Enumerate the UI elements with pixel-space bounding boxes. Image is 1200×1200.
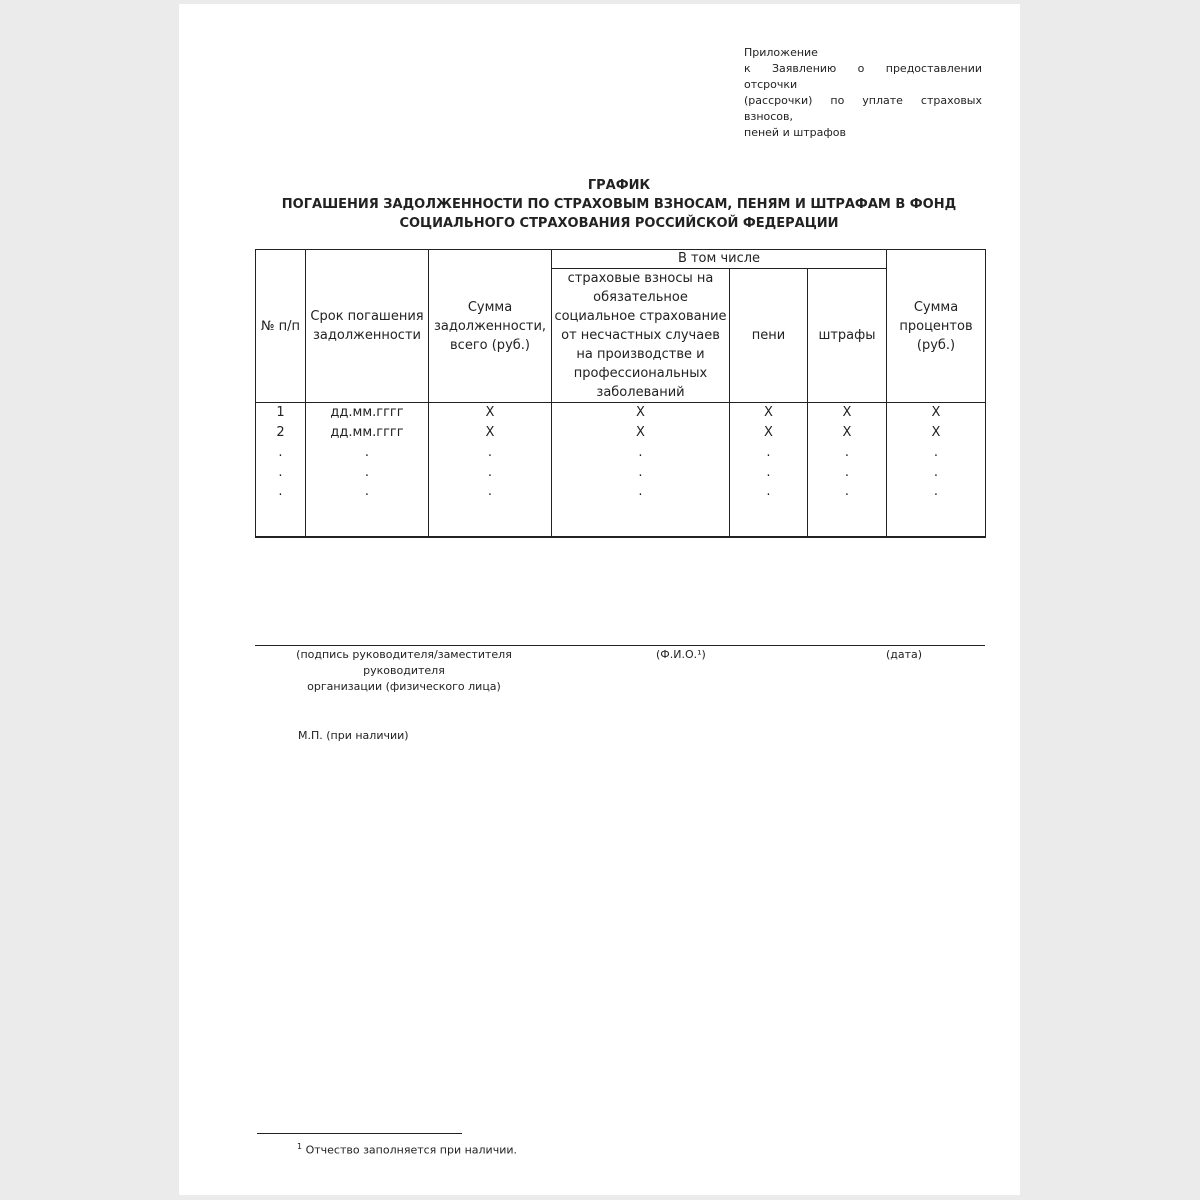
header-num: № п/п — [256, 250, 306, 403]
footnote-text: Отчество заполняется при наличии. — [302, 1143, 518, 1157]
table-cell: Х — [485, 405, 495, 420]
ellipsis-dot: . — [638, 484, 643, 499]
header-including: В том числе — [552, 250, 887, 269]
table-cell: Х — [485, 425, 495, 440]
col-num — [256, 403, 306, 537]
col-term — [306, 403, 429, 537]
ellipsis-dot: . — [933, 445, 939, 460]
header-contributions: страховые взносы на обязательное социальное страхование от несчастных случаев на производстве и профессиональных заболеваний — [552, 269, 730, 403]
col-fines — [808, 403, 887, 537]
annex-line: (рассрочки) по уплате страховых взносов, — [744, 94, 982, 123]
table-cell: Х — [636, 405, 645, 420]
ellipsis-dot: . — [638, 445, 643, 460]
footnote — [297, 1142, 517, 1157]
table-cell: дд.мм.гггг — [330, 425, 404, 440]
ellipsis-dot: . — [364, 484, 370, 499]
table-cell: дд.мм.гггг — [330, 405, 404, 420]
ellipsis-dot: . — [487, 484, 493, 499]
fio-label: (Ф.И.О.¹) — [656, 648, 706, 661]
footnote-mark: 1 — [297, 1142, 303, 1151]
table-cell: 1 — [276, 405, 285, 420]
header-fines: штрафы — [808, 269, 887, 403]
col-total — [429, 403, 552, 537]
document-title — [239, 176, 999, 233]
ellipsis-dot: . — [933, 484, 939, 499]
table-cell: Х — [764, 425, 773, 440]
ellipsis-dot: . — [278, 445, 283, 460]
date-label: (дата) — [886, 648, 923, 661]
ellipsis-dot: . — [487, 445, 493, 460]
ellipsis-dot: . — [933, 464, 939, 480]
col-contributions — [552, 403, 730, 537]
repayment-schedule-table — [255, 249, 986, 538]
table-cell: Х — [764, 405, 773, 420]
annex-note — [744, 45, 982, 141]
stamp-label: М.П. (при наличии) — [298, 729, 409, 742]
title-line-2: ПОГАШЕНИЯ ЗАДОЛЖЕННОСТИ ПО СТРАХОВЫМ ВЗНОСАМ, ПЕНЯМ И ШТРАФАМ В ФОНД СОЦИАЛЬНОГО СТРАХОВАНИЯ РОССИЙСКОЙ ФЕДЕРАЦИИ — [281, 197, 957, 231]
signer-label — [259, 647, 549, 695]
footnote-separator — [257, 1133, 462, 1134]
signer-label-line: организации (физического лица) — [307, 680, 501, 693]
header-peni: пени — [730, 269, 808, 403]
ellipsis-dot: . — [766, 445, 771, 460]
ellipsis-dot: . — [844, 464, 850, 480]
ellipsis-dot: . — [766, 464, 771, 480]
annex-line: к Заявлению о предоставлении отсрочки — [744, 62, 982, 91]
table-cell: Х — [931, 425, 941, 440]
signer-label-line: (подпись руководителя/заместителя руководителя — [296, 648, 512, 677]
table-cell: Х — [931, 405, 941, 420]
ellipsis-dot: . — [844, 484, 850, 499]
title-line-1: ГРАФИК — [587, 178, 651, 193]
ellipsis-dot: . — [364, 445, 370, 460]
col-peni — [730, 403, 808, 537]
ellipsis-dot: . — [844, 445, 850, 460]
header-total: Сумма задолженности, всего (руб.) — [429, 250, 552, 403]
ellipsis-dot: . — [278, 484, 283, 499]
signature-line — [255, 645, 985, 646]
ellipsis-dot: . — [487, 464, 493, 480]
col-interest — [887, 403, 986, 537]
ellipsis-dot: . — [766, 484, 771, 499]
table-cell: Х — [842, 405, 852, 420]
document-page — [179, 4, 1020, 1195]
annex-line: Приложение — [744, 46, 818, 59]
ellipsis-dot: . — [638, 464, 643, 480]
header-term: Срок погашения задолженности — [306, 250, 429, 403]
table-cell: 2 — [276, 425, 285, 440]
annex-line: пеней и штрафов — [744, 126, 847, 139]
table-cell: Х — [636, 425, 645, 440]
ellipsis-dot: . — [364, 464, 370, 480]
table-cell: Х — [842, 425, 852, 440]
header-interest: Сумма процентов (руб.) — [887, 250, 986, 403]
ellipsis-dot: . — [278, 464, 283, 480]
